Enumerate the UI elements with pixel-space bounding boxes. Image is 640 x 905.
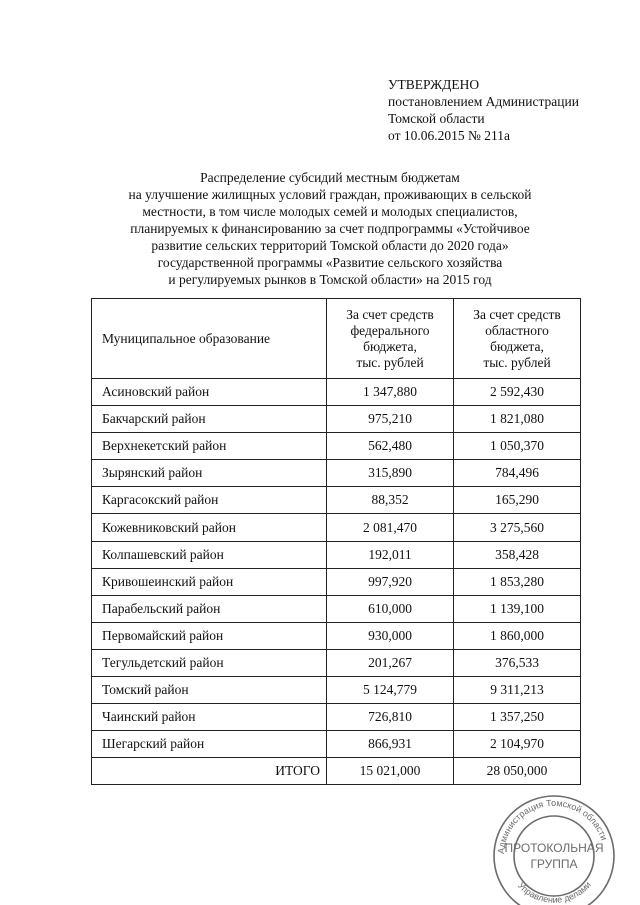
table-row [92,460,581,487]
cell-regional: 358,428 [454,541,581,568]
header-regional-line: За счет средств [473,306,561,322]
table-body [92,379,581,785]
cell-municipality: Тегульдетский район [92,649,327,676]
header-regional-line: бюджета, [490,338,544,354]
cell-federal: 997,920 [327,568,454,595]
table-row [92,731,581,758]
subsidy-table [91,298,581,785]
document-title [60,169,600,288]
cell-federal: 1 347,880 [327,379,454,406]
cell-federal: 5 124,779 [327,677,454,704]
cell-regional: 1 860,000 [454,622,581,649]
header-federal-line: федерального [350,322,430,338]
table-total-row [92,758,581,785]
approval-line: Томской области [388,111,485,126]
stamp-ring-text: Управление делами [515,879,593,905]
cell-federal: 866,931 [327,731,454,758]
table-row [92,704,581,731]
cell-municipality: Шегарский район [92,731,327,758]
header-municipality: Муниципальное образованиe [92,299,327,379]
cell-regional: 9 311,213 [454,677,581,704]
title-line: планируемых к финансированию за счет подпрограммы «Устойчивое [130,221,530,236]
cell-municipality: Верхнекетский район [92,433,327,460]
header-regional-line: тыс. рублей [483,354,551,370]
cell-municipality: Бакчарский район [92,406,327,433]
title-line: развитие сельских территорий Томской области до 2020 года» [151,238,509,253]
table-row [92,649,581,676]
header-regional-line: областного [485,322,549,338]
table-row [92,595,581,622]
cell-regional: 2 104,970 [454,731,581,758]
table-row [92,433,581,460]
cell-regional: 3 275,560 [454,514,581,541]
cell-municipality: Колпашевский район [92,541,327,568]
cell-municipality: Каргасокский район [92,487,327,514]
cell-federal: 562,480 [327,433,454,460]
cell-regional: 1 853,280 [454,568,581,595]
header-federal-line: бюджета, [363,338,417,354]
cell-federal: 610,000 [327,595,454,622]
cell-federal: 315,890 [327,460,454,487]
total-federal: 15 021,000 [327,758,454,785]
cell-federal: 930,000 [327,622,454,649]
cell-municipality: Парабельский район [92,595,327,622]
cell-federal: 975,210 [327,406,454,433]
title-line: и регулируемых рынков в Томской области» на 2015 год [168,272,492,287]
cell-municipality: Чаинский район [92,704,327,731]
cell-regional: 1 821,080 [454,406,581,433]
stamp-ring-text: Администрация Томской области [495,797,610,855]
table-row [92,514,581,541]
stamp-center-text: ГРУППА [530,857,578,871]
header-federal [327,299,454,379]
cell-regional: 165,290 [454,487,581,514]
stamp-center-text: ПРОТОКОЛЬНАЯ [504,841,604,855]
table-row [92,406,581,433]
table-row [92,379,581,406]
total-regional: 28 050,000 [454,758,581,785]
cell-regional: 2 592,430 [454,379,581,406]
cell-municipality: Кривошеинский район [92,568,327,595]
table-row [92,568,581,595]
title-line: государственной программы «Развитие сельского хозяйства [157,255,503,270]
cell-municipality: Зырянский район [92,460,327,487]
header-federal-line: тыс. рублей [356,354,424,370]
table-row [92,541,581,568]
table-row [92,677,581,704]
title-line: местности, в том числе молодых семей и молодых специалистов, [142,204,518,219]
total-label: ИТОГО [92,758,327,785]
header-regional [454,299,581,379]
header-federal-line: За счет средств [346,306,434,322]
cell-municipality: Томский район [92,677,327,704]
approval-block [388,76,579,144]
cell-municipality: Кожевниковский район [92,514,327,541]
stamp-seal [490,790,618,905]
cell-regional: 376,533 [454,649,581,676]
title-line: Распределение субсидий местным бюджетам [200,170,460,185]
cell-federal: 726,810 [327,704,454,731]
approval-date: от 10.06.2015 № 211а [388,128,510,143]
cell-federal: 88,352 [327,487,454,514]
cell-regional: 1 357,250 [454,704,581,731]
approval-heading: УТВЕРЖДЕНО [388,77,480,92]
cell-municipality: Первомайский район [92,622,327,649]
cell-regional: 1 139,100 [454,595,581,622]
cell-municipality: Асиновский район [92,379,327,406]
cell-regional: 784,496 [454,460,581,487]
title-line: на улучшение жилищных условий граждан, проживающих в сельской [128,187,532,202]
cell-regional: 1 050,370 [454,433,581,460]
table-row [92,622,581,649]
cell-federal: 192,011 [327,541,454,568]
cell-federal: 2 081,470 [327,514,454,541]
table-row [92,487,581,514]
table-header-row [92,299,581,379]
approval-line: постановлением Администрации [388,94,579,109]
cell-federal: 201,267 [327,649,454,676]
